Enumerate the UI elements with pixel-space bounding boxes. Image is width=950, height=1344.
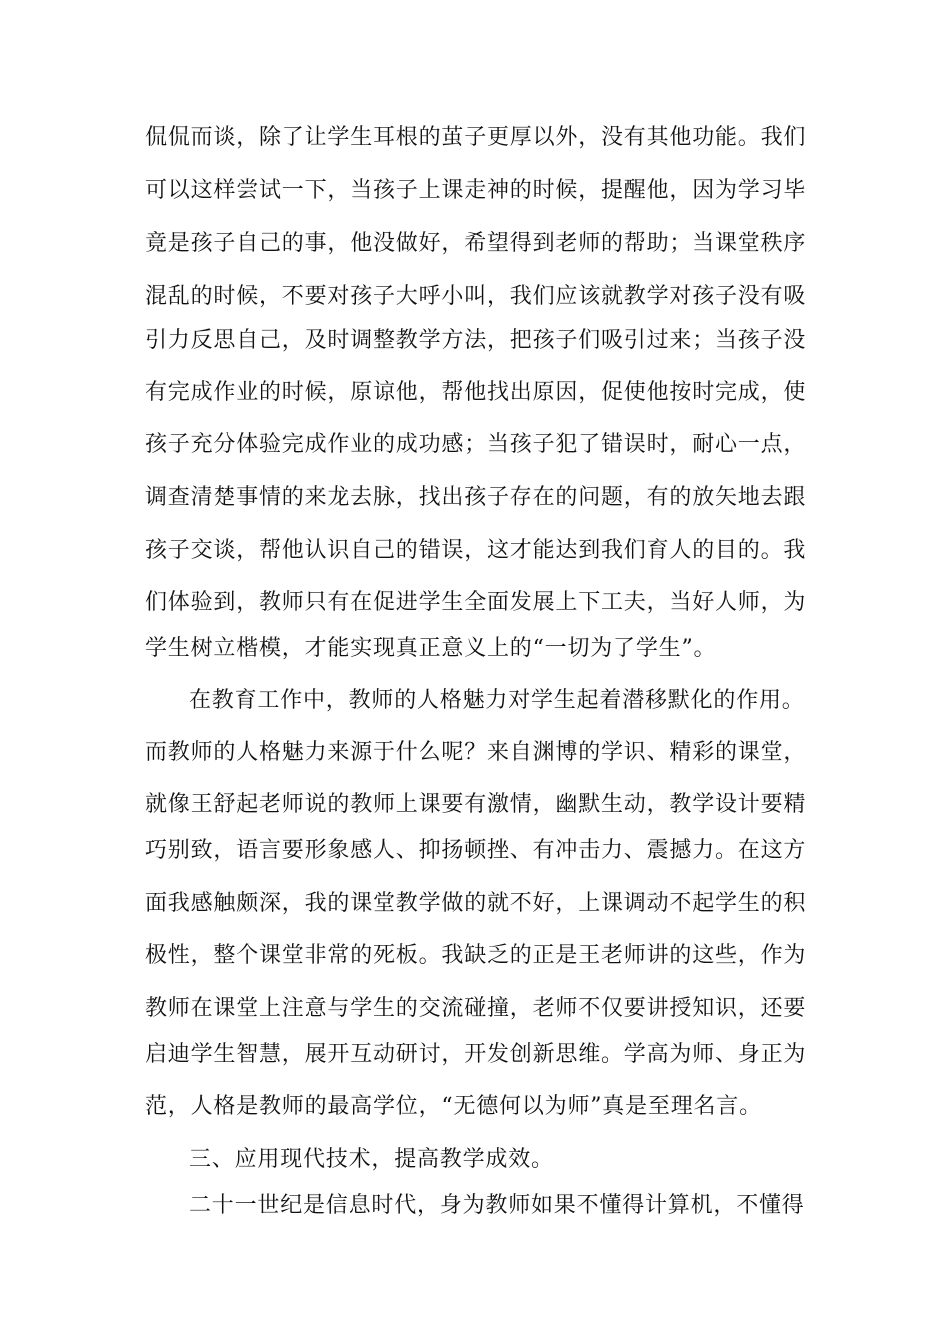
text-line-6: 有完成作业的时候，原谅他，帮他找出原因，促使他按时完成，使 [145, 380, 807, 405]
text-line-9: 孩子交谈，帮他认识自己的错误，这才能达到我们育人的目的。我 [145, 538, 807, 563]
text-line-13: 而教师的人格魅力来源于什么呢？来自渊博的学识、精彩的课堂， [145, 740, 807, 765]
text-line-7: 孩子充分体验完成作业的成功感；当孩子犯了错误时，耐心一点， [145, 432, 807, 457]
text-line-5: 引力反思自己，及时调整教学方法，把孩子们吸引过来；当孩子没 [145, 328, 807, 353]
text-line-3: 竟是孩子自己的事，他没做好，希望得到老师的帮助；当课堂秩序 [145, 231, 807, 256]
text-line-1: 侃侃而谈，除了让学生耳根的茧子更厚以外，没有其他功能。我们 [145, 125, 807, 150]
text-line-4: 混乱的时候，不要对孩子大呼小叫，我们应该就教学对孩子没有吸 [145, 284, 807, 309]
text-line-20: 范，人格是教师的最高学位，“无德何以为师”真是至理名言。 [145, 1094, 762, 1119]
paragraph-2-first-line: 在教育工作中，教师的人格魅力对学生起着潜移默化的作用。 [189, 688, 805, 713]
text-line-16: 面我感触颇深，我的课堂教学做的就不好，上课调动不起学生的积 [145, 891, 807, 916]
text-line-8: 调查清楚事情的来龙去脉，找出孩子存在的问题，有的放矢地去跟 [145, 485, 807, 510]
text-line-14: 就像王舒起老师说的教师上课要有激情，幽默生动，教学设计要精 [145, 792, 807, 817]
text-line-10: 们体验到，教师只有在促进学生全面发展上下工夫，当好人师，为 [145, 590, 807, 615]
text-line-2: 可以这样尝试一下，当孩子上课走神的时候，提醒他，因为学习毕 [145, 178, 807, 203]
text-line-11: 学生树立楷模，才能实现真正意义上的“一切为了学生”。 [145, 636, 717, 661]
text-line-19: 启迪学生智慧，展开互动研讨，开发创新思维。学高为师、身正为 [145, 1042, 807, 1067]
text-line-15: 巧别致，语言要形象感人、抑扬顿挫、有冲击力、震撼力。在这方 [145, 838, 807, 863]
text-line-17: 极性，整个课堂非常的死板。我缺乏的正是王老师讲的这些，作为 [145, 943, 807, 968]
paragraph-4-first-line: 二十一世纪是信息时代，身为教师如果不懂得计算机，不懂得 [189, 1193, 805, 1218]
section-heading: 三、应用现代技术，提高教学成效。 [189, 1147, 554, 1172]
text-line-18: 教师在课堂上注意与学生的交流碰撞，老师不仅要讲授知识，还要 [145, 996, 807, 1021]
